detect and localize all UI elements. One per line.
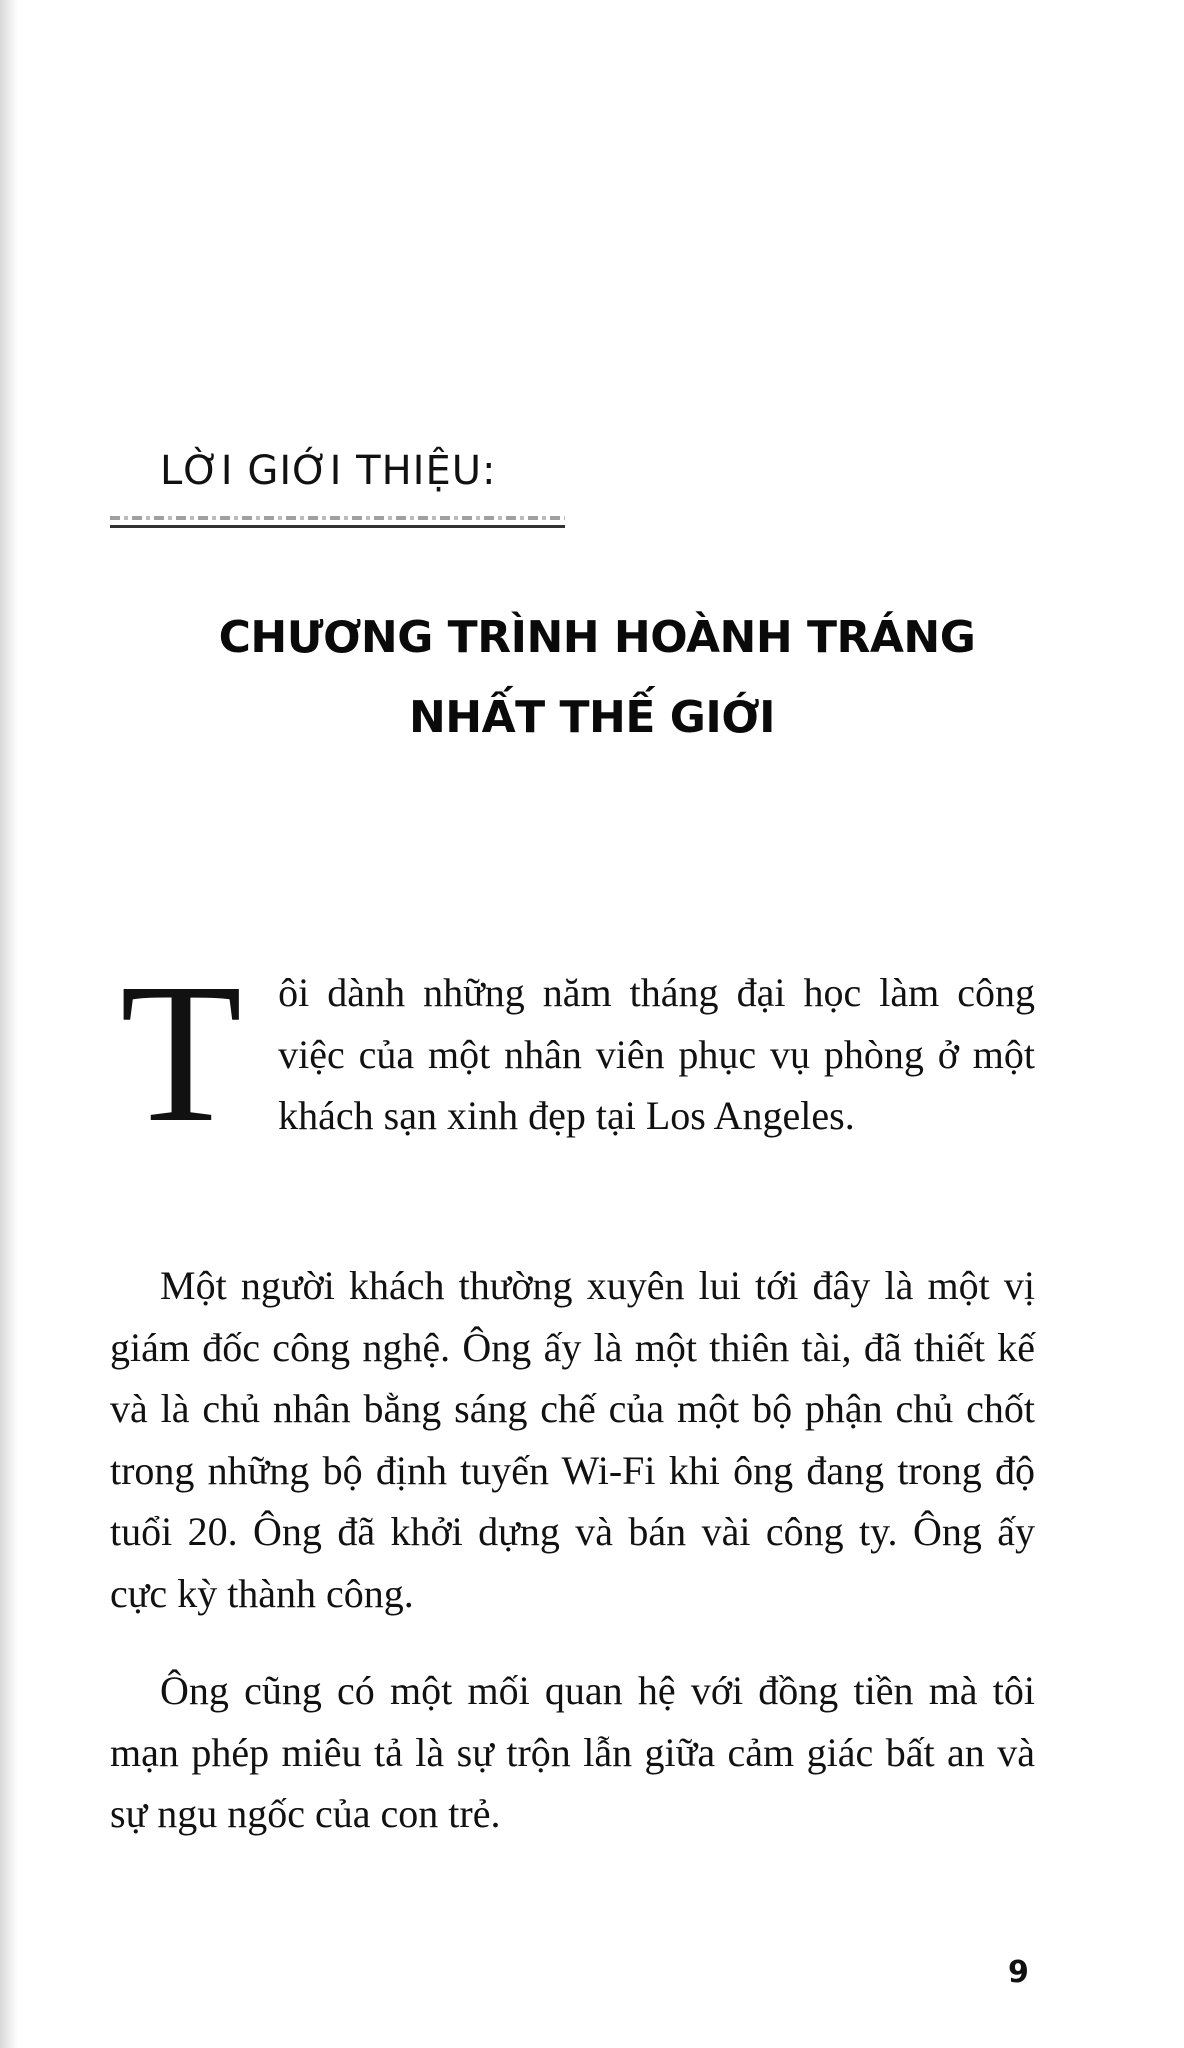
paragraph-1-text: ôi dành những năm tháng đại học làm công việc của một nhân viên phục vụ phòng ở một khách sạn xinh đẹp tại Los Angeles. — [278, 970, 1035, 1138]
page-gutter-shadow — [0, 0, 18, 2048]
paragraph-1 — [110, 943, 1035, 1164]
chapter-title-line-1: CHƯƠNG TRÌNH HOÀNH TRÁNG — [218, 612, 976, 663]
section-label: LỜI GIỚI THIỆU: — [160, 448, 497, 494]
paragraph-2: Một người khách thường xuyên lui tới đây là một vị giám đốc công nghệ. Ông ấy là một thiên tài, đã thiết kế và là chủ nhân bằng sáng chế của một bộ phận chủ chốt trong những bộ định tuyến Wi-Fi khi ông đang trong độ tuổi 20. Ông đã khởi dựng và bán vài công ty. Ông ấy cực kỳ thành công. — [110, 1263, 1035, 1616]
page-number: 9 — [1008, 1955, 1029, 1990]
rule-line — [110, 525, 565, 528]
chapter-title-line-2: NHẤT THẾ GIỚI — [408, 692, 776, 743]
decorative-rule — [110, 516, 565, 530]
drop-cap: T — [120, 943, 243, 1164]
paragraph-3: Ông cũng có một mối quan hệ với đồng tiền mà tôi mạn phép miêu tả là sự trộn lẫn giữa cảm giác bất an và sự ngu ngốc của con trẻ. — [110, 1668, 1035, 1836]
rule-dashes — [110, 516, 565, 520]
chapter-title — [0, 598, 1184, 758]
